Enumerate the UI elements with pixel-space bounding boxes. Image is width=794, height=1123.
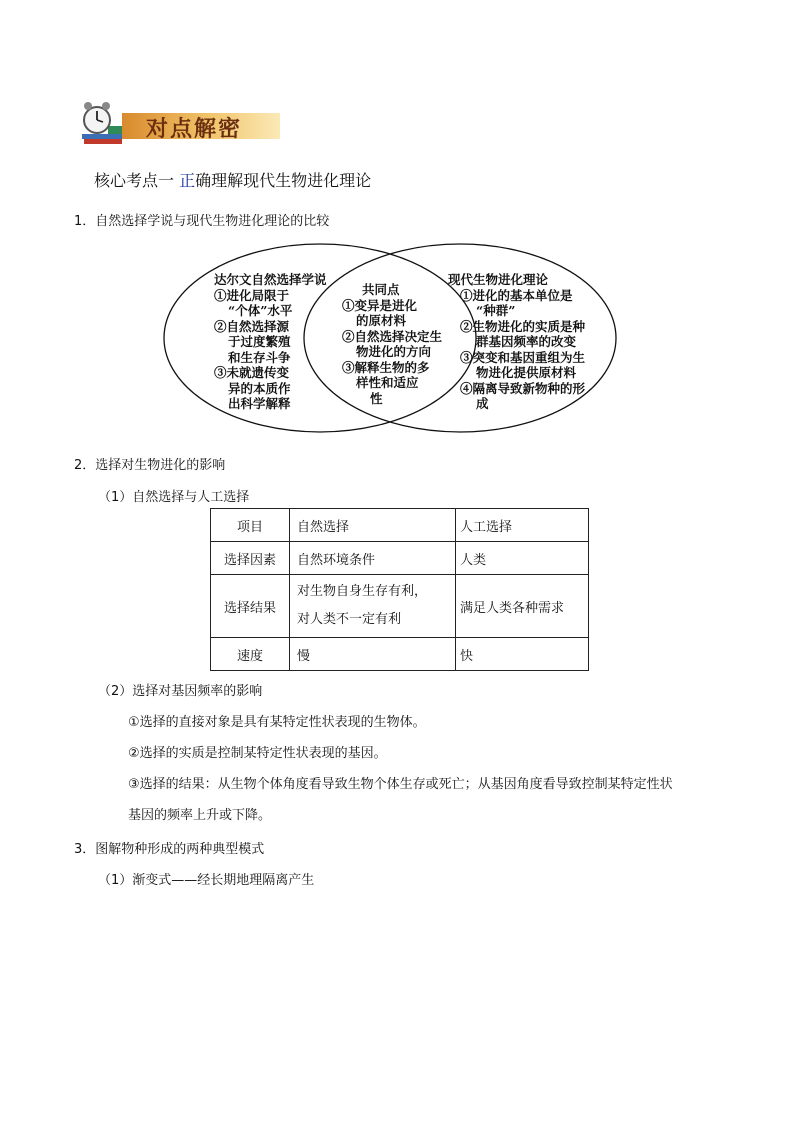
table-row	[211, 542, 589, 575]
venn-mid-line: 的原材料	[356, 313, 407, 328]
venn-right-line: “种群”	[476, 303, 516, 318]
banner-title: 对点解密	[146, 116, 243, 142]
section-3-sub1: （1）渐变式——经长期地理隔离产生	[98, 873, 315, 888]
venn-left-line: ②自然选择源	[214, 318, 290, 334]
venn-right-line: ③突变和基因重组为生	[460, 349, 586, 365]
venn-right-line: 群基因频率的改变	[476, 334, 577, 349]
venn-left-line: 异的本质作	[228, 380, 291, 396]
paragraph-1: ①选择的直接对象是具有某特定性状表现的生物体。	[128, 715, 426, 730]
section-2-sub1: （1）自然选择与人工选择	[98, 490, 250, 505]
table-header-cell: 自然选择	[290, 509, 456, 542]
venn-right-block	[448, 272, 585, 412]
venn-right-line: ④隔离导致新物种的形	[460, 380, 586, 396]
venn-left-line: 出科学解释	[228, 396, 291, 411]
table-header-cell: 项目	[211, 509, 290, 542]
topic-heading	[94, 168, 371, 191]
venn-right-line: 成	[476, 396, 489, 411]
table-header-row	[211, 509, 589, 542]
venn-mid-line: 物进化的方向	[356, 344, 432, 359]
table-cell-line: 对人类不一定有利	[297, 612, 402, 627]
venn-left-line: ③未就遗传变	[214, 365, 290, 380]
venn-mid-line: ①变异是进化	[342, 297, 418, 313]
heading-emph: 正	[179, 171, 196, 190]
paragraph-2: ②选择的实质是控制某特定性状表现的基因。	[128, 746, 387, 761]
venn-mid-line: ③解释生物的多	[342, 359, 430, 375]
table-cell: 人类	[456, 542, 589, 575]
venn-left-line: 于过度繁殖	[228, 334, 291, 349]
venn-left-title: 达尔文自然选择学说	[214, 272, 327, 287]
heading-prefix: 核心考点一	[94, 171, 180, 190]
table-cell-line: 对生物自身生存有利，	[297, 584, 428, 599]
section-2-title: 2．选择对生物进化的影响	[74, 458, 226, 473]
table-row	[211, 575, 589, 638]
table-cell: 慢	[290, 638, 456, 671]
section-3-title: 3．图解物种形成的两种典型模式	[74, 842, 265, 857]
venn-mid-line: 性	[370, 390, 383, 406]
venn-right-title: 现代生物进化理论	[448, 272, 549, 287]
venn-left-line: 和生存斗争	[228, 349, 291, 365]
table-cell: 自然环境条件	[290, 542, 456, 575]
comparison-table	[210, 508, 589, 671]
venn-left-line: ①进化局限于	[214, 287, 290, 303]
table-cell-label: 速度	[211, 638, 290, 671]
table-row	[211, 638, 589, 671]
table-cell-label: 选择因素	[211, 542, 290, 575]
table-cell: 快	[456, 638, 589, 671]
heading-rest: 确理解现代生物进化理论	[195, 171, 372, 190]
table-cell-label: 选择结果	[211, 575, 290, 638]
venn-mid-line: ②自然选择决定生	[342, 328, 443, 344]
venn-right-line: ②生物进化的实质是种	[460, 318, 586, 334]
venn-left-line: “个体”水平	[228, 303, 293, 318]
paragraph-3-cont: 基因的频率上升或下降。	[128, 808, 272, 823]
venn-mid-block	[342, 282, 442, 406]
section-banner	[80, 100, 280, 148]
table-cell-multiline	[290, 575, 456, 638]
section-2-sub2: （2）选择对基因频率的影响	[98, 684, 263, 699]
venn-right-line: 物进化提供原材料	[476, 365, 577, 380]
section-1-title: 1．自然选择学说与现代生物进化理论的比较	[74, 214, 330, 229]
venn-right-line: ①进化的基本单位是	[460, 287, 573, 303]
paragraph-3: ③选择的结果：从生物个体角度看导致生物个体生存或死亡；从基因角度看导致控制某特定性状	[128, 777, 673, 792]
venn-mid-line: 样性和适应	[356, 375, 419, 390]
venn-mid-title: 共同点	[362, 282, 400, 297]
table-header-cell: 人工选择	[456, 509, 589, 542]
table-cell: 满足人类各种需求	[456, 575, 589, 638]
venn-left-block	[214, 272, 327, 412]
alarm-clock-books-icon	[80, 100, 124, 146]
venn-diagram	[160, 240, 620, 436]
